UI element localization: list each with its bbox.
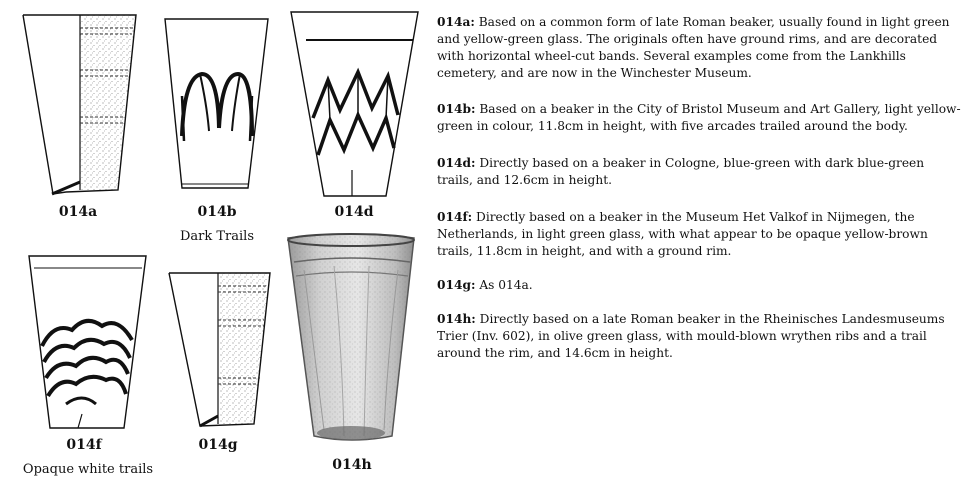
entry-014f xyxy=(437,209,962,260)
figure-label-014g: 014g xyxy=(198,437,238,453)
entry-body: As 014a. xyxy=(475,278,533,292)
figure-sublabel-014b: Dark Trails xyxy=(179,229,255,244)
beaker-014d-drawing xyxy=(288,10,420,198)
entry-014a xyxy=(437,14,962,82)
beaker-014h-photo xyxy=(284,230,418,446)
entry-014d xyxy=(437,155,962,189)
entry-body: Directly based on a late Roman beaker in the Rheinisches Landesmuseums Trier (Inv. 602), in olive green glass, with mould-blown wrythen ribs and a trail around the rim, and 14.6cm in height. xyxy=(437,312,945,360)
beaker-014f-drawing xyxy=(26,254,148,430)
entry-body: Directly based on a beaker in Cologne, blue-green with dark blue-green trails, and 12.6cm in height. xyxy=(437,156,925,187)
figure-label-014f: 014f xyxy=(66,437,102,453)
figure-label-014b: 014b xyxy=(197,204,237,220)
entry-code: 014f: xyxy=(437,210,473,224)
figure-sublabel-014f: Opaque white trails xyxy=(22,462,154,477)
entry-body: Based on a common form of late Roman beaker, usually found in light green and yellow-green glass. The originals often have ground rims, and are decorated with horizontal wheel-cut bands. Several examples come from the Lankhills cemetery, and are now in the Winchester Museum. xyxy=(437,15,950,80)
figure-label-014d: 014d xyxy=(334,204,374,220)
beaker-014a-drawing xyxy=(18,12,148,197)
entry-body: Based on a beaker in the City of Bristol Museum and Art Gallery, light yellow-green in colour, 11.8cm in height, with five arcades trailed around the body. xyxy=(437,102,961,133)
entry-014h xyxy=(437,311,962,362)
entry-code: 014a: xyxy=(437,15,475,29)
entry-body: Directly based on a beaker in the Museum Het Valkof in Nijmegen, the Netherlands, in light green glass, with what appear to be opaque yellow-brown trails, 11.8cm in height, and with a ground rim. xyxy=(437,210,928,258)
description-text xyxy=(437,14,962,375)
entry-code: 014b: xyxy=(437,102,476,116)
figure-label-014a: 014a xyxy=(58,204,98,220)
entry-code: 014g: xyxy=(437,278,476,292)
entry-code: 014h: xyxy=(437,312,476,326)
entry-014b xyxy=(437,101,962,135)
beaker-014g-drawing xyxy=(166,270,274,430)
entry-014g xyxy=(437,277,962,294)
figure-label-014h: 014h xyxy=(332,457,372,473)
beaker-014b-drawing xyxy=(162,16,272,194)
entry-code: 014d: xyxy=(437,156,476,170)
